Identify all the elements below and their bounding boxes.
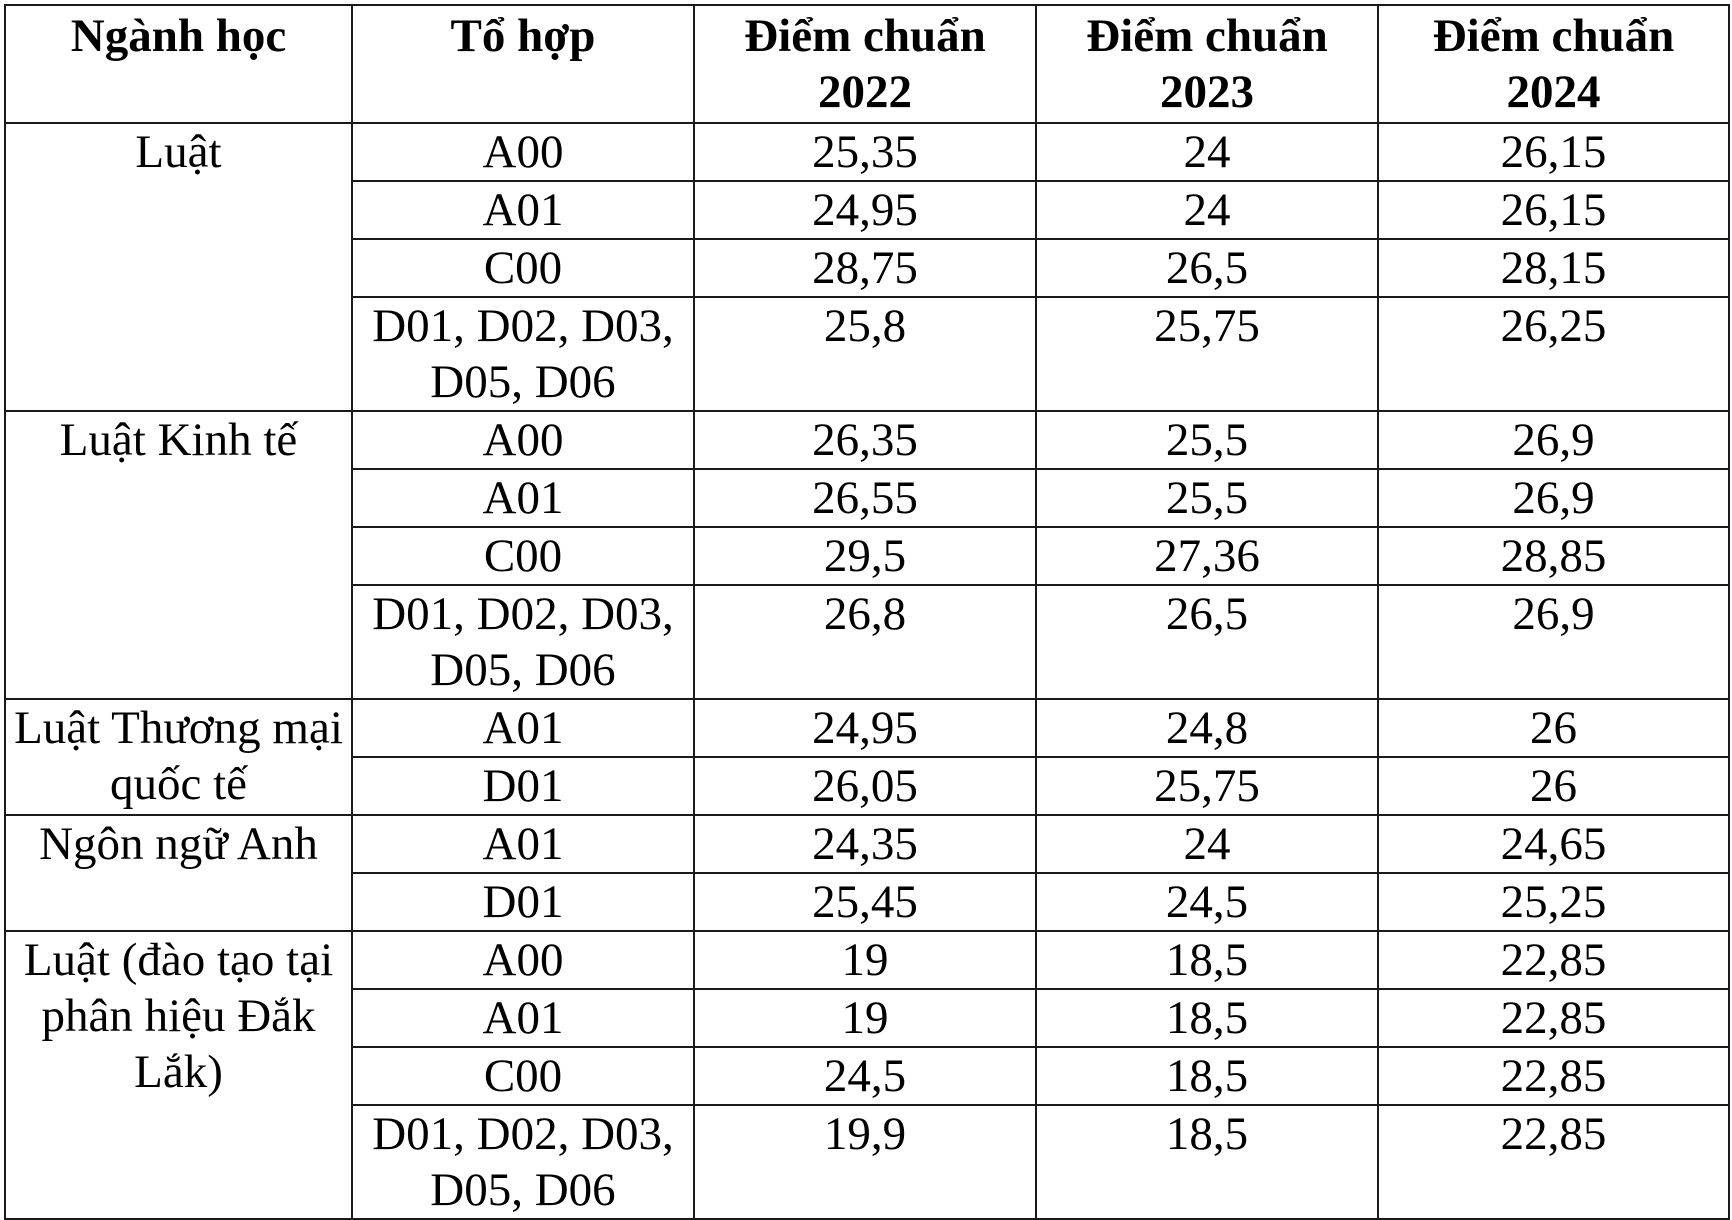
- combination-cell: A01: [352, 699, 694, 757]
- score-2022-cell: 25,45: [694, 873, 1036, 931]
- score-2024-cell: 22,85: [1378, 1047, 1729, 1105]
- table-row: [5, 931, 1729, 989]
- score-2023-cell: 24: [1036, 815, 1378, 873]
- table-row: [5, 699, 1729, 757]
- score-2024-cell: 26,9: [1378, 585, 1729, 699]
- combination-cell: D01, D02, D03, D05, D06: [352, 1105, 694, 1219]
- score-2024-cell: 26,25: [1378, 297, 1729, 411]
- score-2024-cell: 24,65: [1378, 815, 1729, 873]
- header-combination: Tổ hợp: [352, 5, 694, 123]
- score-2022-cell: 25,35: [694, 123, 1036, 181]
- score-2024-cell: 25,25: [1378, 873, 1729, 931]
- combination-cell: A01: [352, 181, 694, 239]
- combination-cell: D01: [352, 757, 694, 815]
- header-major: Ngành học: [5, 5, 352, 123]
- combination-cell: A01: [352, 469, 694, 527]
- major-cell: Luật Thương mại quốc tế: [5, 699, 352, 815]
- score-2022-cell: 26,05: [694, 757, 1036, 815]
- score-2022-cell: 24,95: [694, 181, 1036, 239]
- score-2023-cell: 18,5: [1036, 1047, 1378, 1105]
- combination-cell: C00: [352, 1047, 694, 1105]
- score-2023-cell: 24,5: [1036, 873, 1378, 931]
- score-2024-cell: 26: [1378, 699, 1729, 757]
- combination-cell: A01: [352, 815, 694, 873]
- score-2024-cell: 26,9: [1378, 469, 1729, 527]
- score-2022-cell: 25,8: [694, 297, 1036, 411]
- admission-scores-table-container: [4, 4, 1728, 1216]
- major-cell: Luật: [5, 123, 352, 411]
- score-2022-cell: 28,75: [694, 239, 1036, 297]
- header-score-2022: Điểm chuẩn 2022: [694, 5, 1036, 123]
- header-row: [5, 5, 1729, 123]
- combination-cell: C00: [352, 527, 694, 585]
- score-2022-cell: 26,55: [694, 469, 1036, 527]
- score-2023-cell: 25,75: [1036, 757, 1378, 815]
- combination-cell: D01, D02, D03, D05, D06: [352, 585, 694, 699]
- table-row: [5, 411, 1729, 469]
- combination-cell: D01: [352, 873, 694, 931]
- score-2023-cell: 27,36: [1036, 527, 1378, 585]
- score-2024-cell: 26,9: [1378, 411, 1729, 469]
- score-2023-cell: 18,5: [1036, 989, 1378, 1047]
- score-2023-cell: 18,5: [1036, 1105, 1378, 1219]
- score-2023-cell: 26,5: [1036, 239, 1378, 297]
- header-score-2023: Điểm chuẩn 2023: [1036, 5, 1378, 123]
- table-row: [5, 815, 1729, 873]
- score-2022-cell: 29,5: [694, 527, 1036, 585]
- score-2022-cell: 24,95: [694, 699, 1036, 757]
- admission-scores-table: [4, 4, 1730, 1220]
- header-score-2024: Điểm chuẩn 2024: [1378, 5, 1729, 123]
- score-2024-cell: 28,15: [1378, 239, 1729, 297]
- score-2024-cell: 26: [1378, 757, 1729, 815]
- score-2024-cell: 22,85: [1378, 989, 1729, 1047]
- score-2022-cell: 19,9: [694, 1105, 1036, 1219]
- score-2024-cell: 22,85: [1378, 931, 1729, 989]
- score-2023-cell: 25,75: [1036, 297, 1378, 411]
- score-2024-cell: 28,85: [1378, 527, 1729, 585]
- score-2023-cell: 25,5: [1036, 469, 1378, 527]
- combination-cell: D01, D02, D03, D05, D06: [352, 297, 694, 411]
- score-2024-cell: 26,15: [1378, 181, 1729, 239]
- score-2023-cell: 25,5: [1036, 411, 1378, 469]
- score-2022-cell: 26,8: [694, 585, 1036, 699]
- score-2022-cell: 19: [694, 931, 1036, 989]
- combination-cell: A00: [352, 931, 694, 989]
- combination-cell: A00: [352, 123, 694, 181]
- score-2022-cell: 24,35: [694, 815, 1036, 873]
- score-2024-cell: 22,85: [1378, 1105, 1729, 1219]
- score-2023-cell: 24,8: [1036, 699, 1378, 757]
- score-2023-cell: 18,5: [1036, 931, 1378, 989]
- score-2024-cell: 26,15: [1378, 123, 1729, 181]
- score-2023-cell: 24: [1036, 181, 1378, 239]
- score-2023-cell: 24: [1036, 123, 1378, 181]
- score-2022-cell: 24,5: [694, 1047, 1036, 1105]
- major-cell: Ngôn ngữ Anh: [5, 815, 352, 931]
- combination-cell: C00: [352, 239, 694, 297]
- table-row: [5, 123, 1729, 181]
- major-cell: Luật Kinh tế: [5, 411, 352, 699]
- score-2022-cell: 19: [694, 989, 1036, 1047]
- score-2022-cell: 26,35: [694, 411, 1036, 469]
- major-cell: Luật (đào tạo tại phân hiệu Đắk Lắk): [5, 931, 352, 1219]
- combination-cell: A00: [352, 411, 694, 469]
- combination-cell: A01: [352, 989, 694, 1047]
- score-2023-cell: 26,5: [1036, 585, 1378, 699]
